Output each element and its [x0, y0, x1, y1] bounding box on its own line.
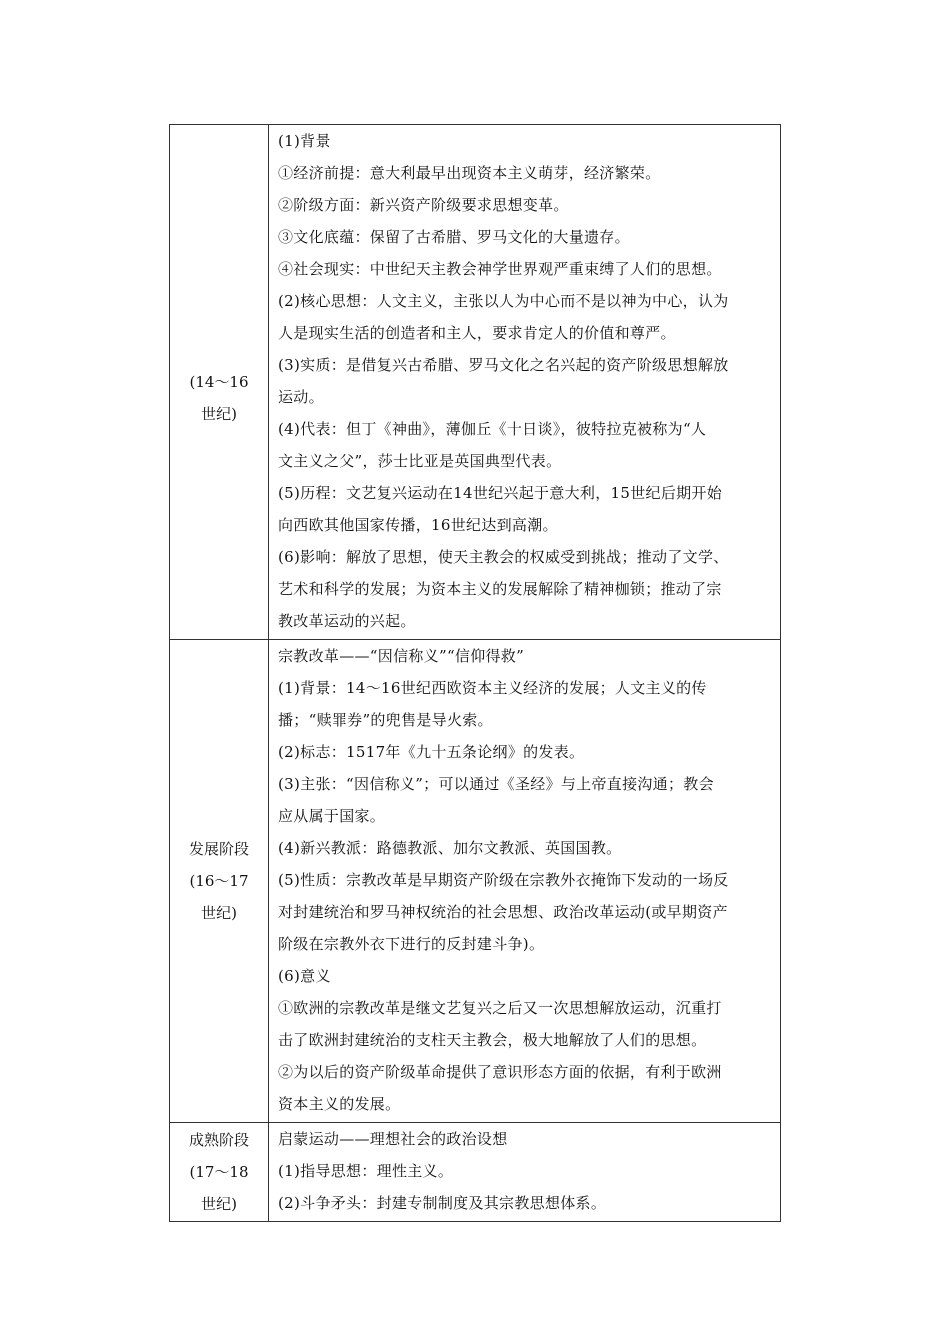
stage-label-line: 成熟阶段 — [188, 1131, 249, 1149]
content-line: ②为以后的资产阶级革命提供了意识形态方面的依据，有利于欧洲 — [278, 1063, 722, 1081]
table-body — [170, 125, 781, 1222]
content-line: 文主义之父”，莎士比亚是英国典型代表。 — [278, 452, 562, 470]
content-line: 应从属于国家。 — [278, 807, 386, 825]
content-line: (2)斗争矛头：封建专制制度及其宗教思想体系。 — [278, 1194, 607, 1212]
stage-cell — [170, 125, 269, 640]
content-line: ①欧洲的宗教改革是继文艺复兴之后又一次思想解放运动，沉重打 — [278, 999, 722, 1017]
content-line: (6)影响：解放了思想，使天主教会的权威受到挑战；推动了文学、 — [278, 548, 729, 566]
content-line: (2)标志：1517年《九十五条论纲》的发表。 — [278, 743, 585, 761]
content-line: (5)历程：文艺复兴运动在14世纪兴起于意大利，15世纪后期开始 — [278, 484, 723, 502]
content-cell — [269, 125, 781, 640]
history-table — [169, 124, 781, 1222]
content-line: 击了欧洲封建统治的支柱天主教会，极大地解放了人们的思想。 — [278, 1031, 707, 1049]
table-row — [170, 640, 781, 1123]
content-line: 人是现实生活的创造者和主人，要求肯定人的价值和尊严。 — [278, 324, 676, 342]
content-line: (1)背景：14～16世纪西欧资本主义经济的发展；人文主义的传 — [278, 679, 707, 697]
content-line: 向西欧其他国家传播，16世纪达到高潮。 — [278, 516, 558, 534]
content-line: 艺术和科学的发展；为资本主义的发展解除了精神枷锁；推动了宗 — [278, 580, 722, 598]
content-line: (5)性质：宗教改革是早期资产阶级在宗教外衣掩饰下发动的一场反 — [278, 871, 729, 889]
content-line: ④社会现实：中世纪天主教会神学世界观严重束缚了人们的思想。 — [278, 260, 722, 278]
stage-label-line: (17～18 — [189, 1163, 249, 1181]
content-line: ③文化底蕴：保留了古希腊、罗马文化的大量遗存。 — [278, 228, 630, 246]
content-line: ①经济前提：意大利最早出现资本主义萌芽，经济繁荣。 — [278, 164, 661, 182]
content-line: (4)代表：但丁《神曲》，薄伽丘《十日谈》，彼特拉克被称为“人 — [278, 420, 707, 438]
stage-label-line: (14～16 — [189, 373, 249, 391]
stage-label-line: 发展阶段 — [188, 840, 249, 858]
stage-label-line: 世纪) — [201, 405, 237, 423]
stage-cell — [170, 1123, 269, 1222]
content-cell — [269, 640, 781, 1123]
stage-label-line: (16～17 — [189, 872, 249, 890]
content-line: (1)指导思想：理性主义。 — [278, 1162, 454, 1180]
content-line: 对封建统治和罗马神权统治的社会思想、政治改革运动(或早期资产 — [278, 903, 728, 921]
content-line: (6)意义 — [278, 967, 331, 985]
content-line: 教改革运动的兴起。 — [278, 612, 416, 630]
content-cell — [269, 1123, 781, 1222]
content-line: 运动。 — [278, 388, 324, 406]
stage-label-line — [170, 334, 268, 366]
table-row — [170, 1123, 781, 1222]
content-line: 资本主义的发展。 — [278, 1095, 401, 1113]
stage-cell — [170, 640, 269, 1123]
content-line: 宗教改革——“因信称义”“信仰得救” — [278, 647, 525, 665]
stage-label-line: 世纪) — [201, 904, 237, 922]
content-line: (1)背景 — [278, 132, 331, 150]
content-line: (2)核心思想：人文主义，主张以人为中心而不是以神为中心，认为 — [278, 292, 729, 310]
stage-label-line: 世纪) — [201, 1195, 237, 1213]
content-line: ②阶级方面：新兴资产阶级要求思想变革。 — [278, 196, 569, 214]
content-line: 播；“赎罪券”的兜售是导火索。 — [278, 711, 493, 729]
content-line: (3)主张：“因信称义”；可以通过《圣经》与上帝直接沟通；教会 — [278, 775, 714, 793]
table-row — [170, 125, 781, 640]
content-line: 启蒙运动——理想社会的政治设想 — [278, 1130, 508, 1148]
content-line: 阶级在宗教外衣下进行的反封建斗争)。 — [278, 935, 545, 953]
content-line: (3)实质：是借复兴古希腊、罗马文化之名兴起的资产阶级思想解放 — [278, 356, 729, 374]
content-line: (4)新兴教派：路德教派、加尔文教派、英国国教。 — [278, 839, 622, 857]
